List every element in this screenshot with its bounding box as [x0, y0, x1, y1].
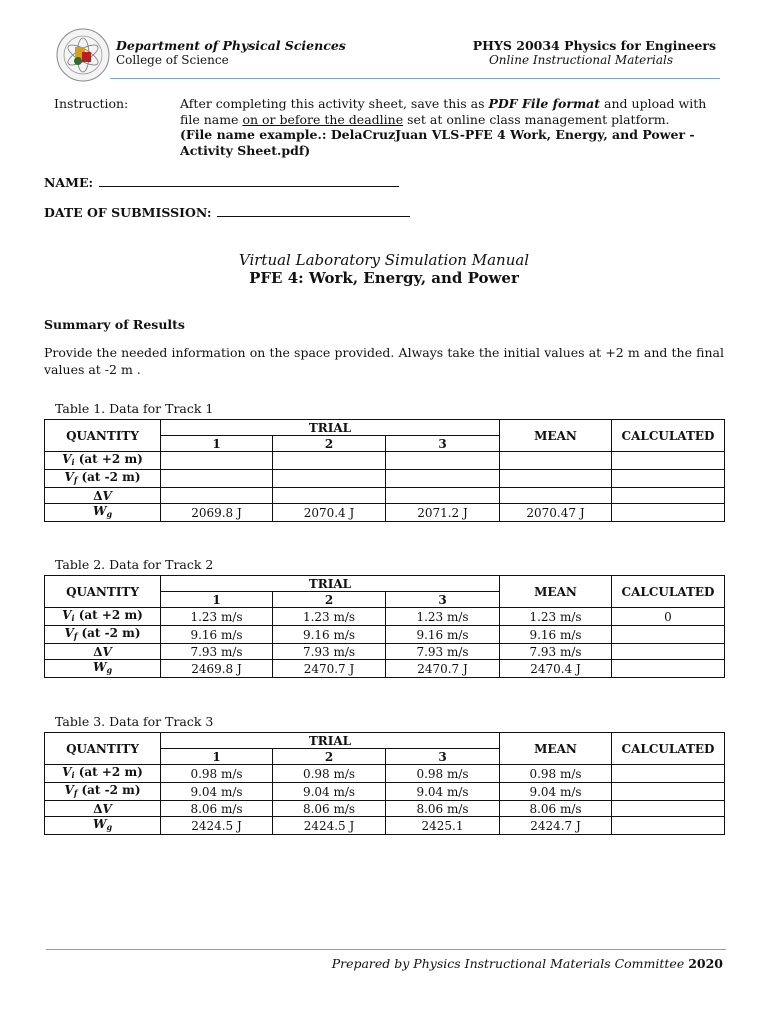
- table-cell[interactable]: 9.16 m/s: [273, 626, 386, 644]
- table-cell[interactable]: 1.23 m/s: [500, 608, 612, 626]
- table-row: [45, 817, 725, 835]
- table-cell[interactable]: 9.16 m/s: [386, 626, 500, 644]
- row-label-vi: $V_i$ (at +2 m): [45, 608, 161, 626]
- table-2-caption: Table 2. Data for Track 2: [55, 557, 214, 572]
- table-cell[interactable]: [612, 452, 725, 470]
- table-cell[interactable]: 8.06 m/s: [500, 801, 612, 817]
- row-label-wg: $W_g$: [45, 504, 161, 522]
- table-cell[interactable]: 9.16 m/s: [161, 626, 273, 644]
- table-cell[interactable]: 1.23 m/s: [273, 608, 386, 626]
- table-cell[interactable]: 7.93 m/s: [161, 644, 273, 660]
- trial-number: 3: [386, 749, 500, 765]
- trial-number: 2: [273, 592, 386, 608]
- table-row: [45, 470, 725, 488]
- footer-credit: Prepared by Physics Instructional Materials Committee 2020: [331, 956, 723, 971]
- college-name: College of Science: [116, 53, 229, 67]
- table-cell[interactable]: 8.06 m/s: [161, 801, 273, 817]
- table-cell[interactable]: [612, 801, 725, 817]
- quantity-header: QUANTITY: [45, 576, 161, 608]
- table-cell[interactable]: 0.98 m/s: [386, 765, 500, 783]
- table-cell[interactable]: [386, 452, 500, 470]
- row-label-vf: $V_f$ (at -2 m): [45, 626, 161, 644]
- calculated-header: CALCULATED: [612, 733, 725, 765]
- table-row: [45, 504, 725, 522]
- mean-header: MEAN: [500, 576, 612, 608]
- table-cell[interactable]: 0.98 m/s: [500, 765, 612, 783]
- table-cell[interactable]: [612, 488, 725, 504]
- trial-header: TRIAL: [161, 733, 500, 749]
- data-table-track-2: [44, 575, 725, 678]
- table-cell[interactable]: 2425.1: [386, 817, 500, 835]
- header-divider: [110, 78, 720, 79]
- row-label-vi: $V_i$ (at +2 m): [45, 765, 161, 783]
- table-header-row: [45, 420, 725, 436]
- row-label-vf: $V_f$ (at -2 m): [45, 470, 161, 488]
- calculated-header: CALCULATED: [612, 576, 725, 608]
- table-row: [45, 644, 725, 660]
- table-cell[interactable]: [612, 817, 725, 835]
- table-cell[interactable]: [273, 470, 386, 488]
- table-row: [45, 783, 725, 801]
- trial-header: TRIAL: [161, 420, 500, 436]
- table-row: [45, 765, 725, 783]
- table-cell[interactable]: 9.04 m/s: [386, 783, 500, 801]
- trial-number: 1: [161, 592, 273, 608]
- table-cell[interactable]: [500, 470, 612, 488]
- table-row: [45, 608, 725, 626]
- trial-number: 1: [161, 749, 273, 765]
- table-cell[interactable]: 2070.4 J: [273, 504, 386, 522]
- row-label-dv: ΔV: [45, 488, 161, 504]
- table-header-row: [45, 576, 725, 592]
- data-table-track-1: [44, 419, 725, 522]
- table-cell[interactable]: [500, 488, 612, 504]
- mean-header: MEAN: [500, 420, 612, 452]
- table-cell[interactable]: [612, 470, 725, 488]
- quantity-header: QUANTITY: [45, 420, 161, 452]
- table-cell[interactable]: 0.98 m/s: [273, 765, 386, 783]
- row-label-wg: $W_g$: [45, 817, 161, 835]
- trial-header: TRIAL: [161, 576, 500, 592]
- table-cell[interactable]: [161, 452, 273, 470]
- table-3-caption: Table 3. Data for Track 3: [55, 714, 214, 729]
- row-label-vf: $V_f$ (at -2 m): [45, 783, 161, 801]
- date-of-submission-field[interactable]: DATE OF SUBMISSION:: [44, 204, 410, 220]
- manual-title: Virtual Laboratory Simulation Manual: [238, 251, 530, 269]
- table-row: [45, 452, 725, 470]
- table-cell[interactable]: [386, 488, 500, 504]
- table-cell[interactable]: 7.93 m/s: [500, 644, 612, 660]
- trial-number: 2: [273, 436, 386, 452]
- calculated-header: CALCULATED: [612, 420, 725, 452]
- table-cell[interactable]: 1.23 m/s: [161, 608, 273, 626]
- experiment-title: PFE 4: Work, Energy, and Power: [249, 269, 519, 287]
- table-cell[interactable]: 2070.47 J: [500, 504, 612, 522]
- table-row: [45, 801, 725, 817]
- table-cell[interactable]: 1.23 m/s: [386, 608, 500, 626]
- table-cell[interactable]: 7.93 m/s: [386, 644, 500, 660]
- table-cell[interactable]: 2470.4 J: [500, 660, 612, 678]
- table-cell[interactable]: 2470.7 J: [386, 660, 500, 678]
- table-cell[interactable]: [612, 644, 725, 660]
- table-cell[interactable]: 2470.7 J: [273, 660, 386, 678]
- trial-number: 3: [386, 436, 500, 452]
- table-cell[interactable]: 8.06 m/s: [386, 801, 500, 817]
- table-cell[interactable]: [161, 470, 273, 488]
- row-label-vi: $V_i$ (at +2 m): [45, 452, 161, 470]
- mean-header: MEAN: [500, 733, 612, 765]
- table-cell[interactable]: 7.93 m/s: [273, 644, 386, 660]
- row-label-dv: ΔV: [45, 801, 161, 817]
- table-row: [45, 626, 725, 644]
- table-cell[interactable]: 2469.8 J: [161, 660, 273, 678]
- row-label-dv: ΔV: [45, 644, 161, 660]
- table-cell[interactable]: 2424.7 J: [500, 817, 612, 835]
- table-cell[interactable]: [612, 626, 725, 644]
- trial-number: 1: [161, 436, 273, 452]
- table-cell[interactable]: 2071.2 J: [386, 504, 500, 522]
- university-seal-icon: [56, 28, 110, 82]
- materials-label: Online Instructional Materials: [488, 53, 673, 67]
- summary-instructions: Provide the needed information on the space provided. Always take the initial values at +2 m and the final values at -2 m .: [44, 345, 724, 377]
- table-cell[interactable]: 0.98 m/s: [161, 765, 273, 783]
- table-row: [45, 660, 725, 678]
- instruction-label: Instruction:: [54, 96, 129, 111]
- quantity-header: QUANTITY: [45, 733, 161, 765]
- table-cell[interactable]: 2424.5 J: [273, 817, 386, 835]
- summary-heading: Summary of Results: [44, 317, 185, 332]
- table-header-row: [45, 733, 725, 749]
- table-cell[interactable]: 2069.8 J: [161, 504, 273, 522]
- table-cell[interactable]: 9.04 m/s: [161, 783, 273, 801]
- trial-number: 3: [386, 592, 500, 608]
- course-title: PHYS 20034 Physics for Engineers: [472, 38, 716, 53]
- department-name: Department of Physical Sciences: [116, 38, 346, 53]
- table-cell[interactable]: 2424.5 J: [161, 817, 273, 835]
- table-cell[interactable]: [612, 660, 725, 678]
- trial-number: 2: [273, 749, 386, 765]
- table-cell[interactable]: 8.06 m/s: [273, 801, 386, 817]
- table-1-caption: Table 1. Data for Track 1: [55, 401, 214, 416]
- table-cell[interactable]: 9.16 m/s: [500, 626, 612, 644]
- table-cell[interactable]: 0: [612, 608, 725, 626]
- instruction-text: After completing this activity sheet, save this as PDF File format and upload with file name on or before the deadline set at online class management platform. (File name example.: DelaCruzJuan VLS-PFE 4 Work, Energy, and Power - Activity Sheet.pdf): [180, 96, 707, 158]
- name-field[interactable]: NAME:: [44, 174, 399, 190]
- table-cell[interactable]: 9.04 m/s: [500, 783, 612, 801]
- table-cell[interactable]: [612, 783, 725, 801]
- table-cell[interactable]: [612, 504, 725, 522]
- table-cell[interactable]: 9.04 m/s: [273, 783, 386, 801]
- table-cell[interactable]: [273, 452, 386, 470]
- table-row: [45, 488, 725, 504]
- table-cell[interactable]: [161, 488, 273, 504]
- footer-divider: [46, 949, 726, 950]
- table-cell[interactable]: [500, 452, 612, 470]
- table-cell[interactable]: [612, 765, 725, 783]
- row-label-wg: $W_g$: [45, 660, 161, 678]
- data-table-track-3: [44, 732, 725, 835]
- table-cell[interactable]: [386, 470, 500, 488]
- table-cell[interactable]: [273, 488, 386, 504]
